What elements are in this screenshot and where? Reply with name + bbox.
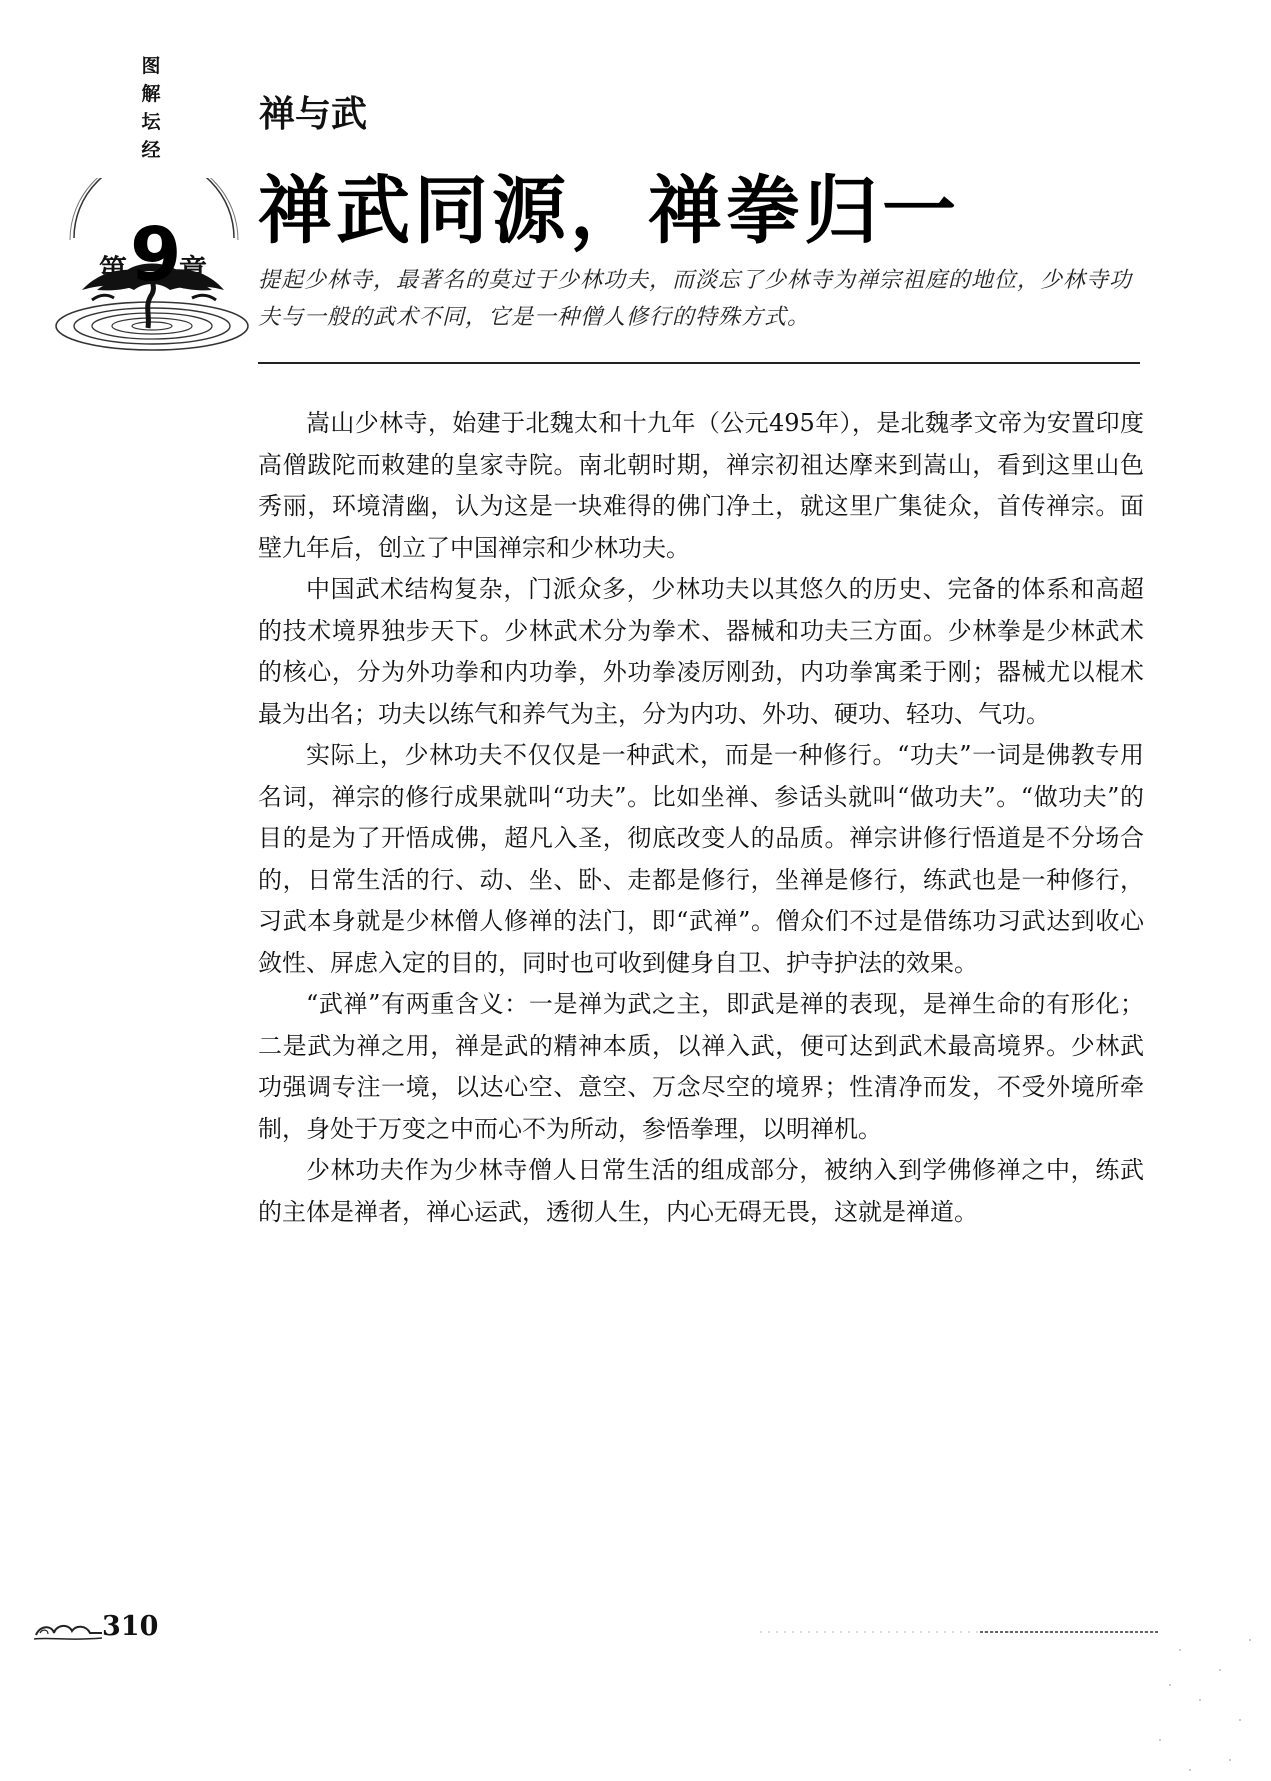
chapter-intro: 提起少林寺，最著名的莫过于少林功夫，而淡忘了少林寺为禅宗祖庭的地位，少林寺功夫与一般的武术不同，它是一种僧人修行的特殊方式。 xyxy=(258,268,1133,330)
cloud-scroll-icon xyxy=(30,1611,104,1647)
series-char: 图 xyxy=(141,55,161,77)
body-paragraph: 少林功夫作为少林寺僧人日常生活的组成部分，被纳入到学佛修禅之中，练武的主体是禅者，禅心运武，透彻人生，内心无碍无畏，这就是禅道。 xyxy=(258,1156,1144,1226)
divider-rule xyxy=(258,362,1140,364)
section-label: 禅与武 xyxy=(259,94,368,135)
chapter-badge xyxy=(52,178,252,368)
chapter-prefix: 第 xyxy=(99,253,128,286)
body-text xyxy=(258,403,1144,1233)
body-paragraph: 实际上，少林功夫不仅仅是一种武术，而是一种修行。“功夫”一词是佛教专用名词，禅宗的修行成果就叫“功夫”。比如坐禅、参话头就叫“做功夫”。“做功夫”的目的是为了开悟成佛，超凡入圣，彻底改变人的品质。禅宗讲修行悟道是不分场合的，日常生活的行、动、坐、卧、走都是修行，坐禅是修行，练武也是一种修行，习武本身就是少林僧人修禅的法门，即“武禅”。僧众们不过是借练功习武达到收心敛性、屏虑入定的目的，同时也可收到健身自卫、护寺护法的效果。 xyxy=(258,741,1144,977)
chapter-title: 禅武同源，禅拳归一 xyxy=(258,168,960,254)
chapter-number: 9 xyxy=(130,212,182,298)
book-series-label xyxy=(138,52,164,164)
body-paragraph: 中国武术结构复杂，门派众多，少林功夫以其悠久的历史、完备的体系和高超的技术境界独步天下。少林武术分为拳术、器械和功夫三方面。少林拳是少林武术的核心，分为外功拳和内功拳，外功拳凌厉刚劲，内功拳寓柔于刚；器械尤以棍术最为出名；功夫以练气和养气为主，分为内功、外功、硬功、轻功、气功。 xyxy=(258,575,1144,728)
page-footer xyxy=(30,1611,159,1651)
scan-noise xyxy=(760,1610,1260,1780)
body-paragraph: 嵩山少林寺，始建于北魏太和十九年（公元495年），是北魏孝文帝为安置印度高僧跋陀而敕建的皇家寺院。南北朝时期，禅宗初祖达摩来到嵩山，看到这里山色秀丽，环境清幽，认为这是一块难得的佛门净土，就这里广集徒众，首传禅宗。面壁九年后，创立了中国禅宗和少林功夫。 xyxy=(258,409,1144,562)
chapter-suffix: 章 xyxy=(179,253,208,286)
page-number: 310 xyxy=(102,1611,159,1642)
body-paragraph: “武禅”有两重含义：一是禅为武之主，即武是禅的表现，是禅生命的有形化；二是武为禅之用，禅是武的精神本质，以禅入武，便可达到武术最高境界。少林武功强调专注一境，以达心空、意空、万念尽空的境界；性清净而发，不受外境所牵制，身处于万变之中而心不为所动，参悟拳理，以明禅机。 xyxy=(258,990,1144,1143)
series-char: 坛 xyxy=(141,111,161,133)
series-char: 经 xyxy=(141,139,161,161)
series-char: 解 xyxy=(141,83,161,105)
